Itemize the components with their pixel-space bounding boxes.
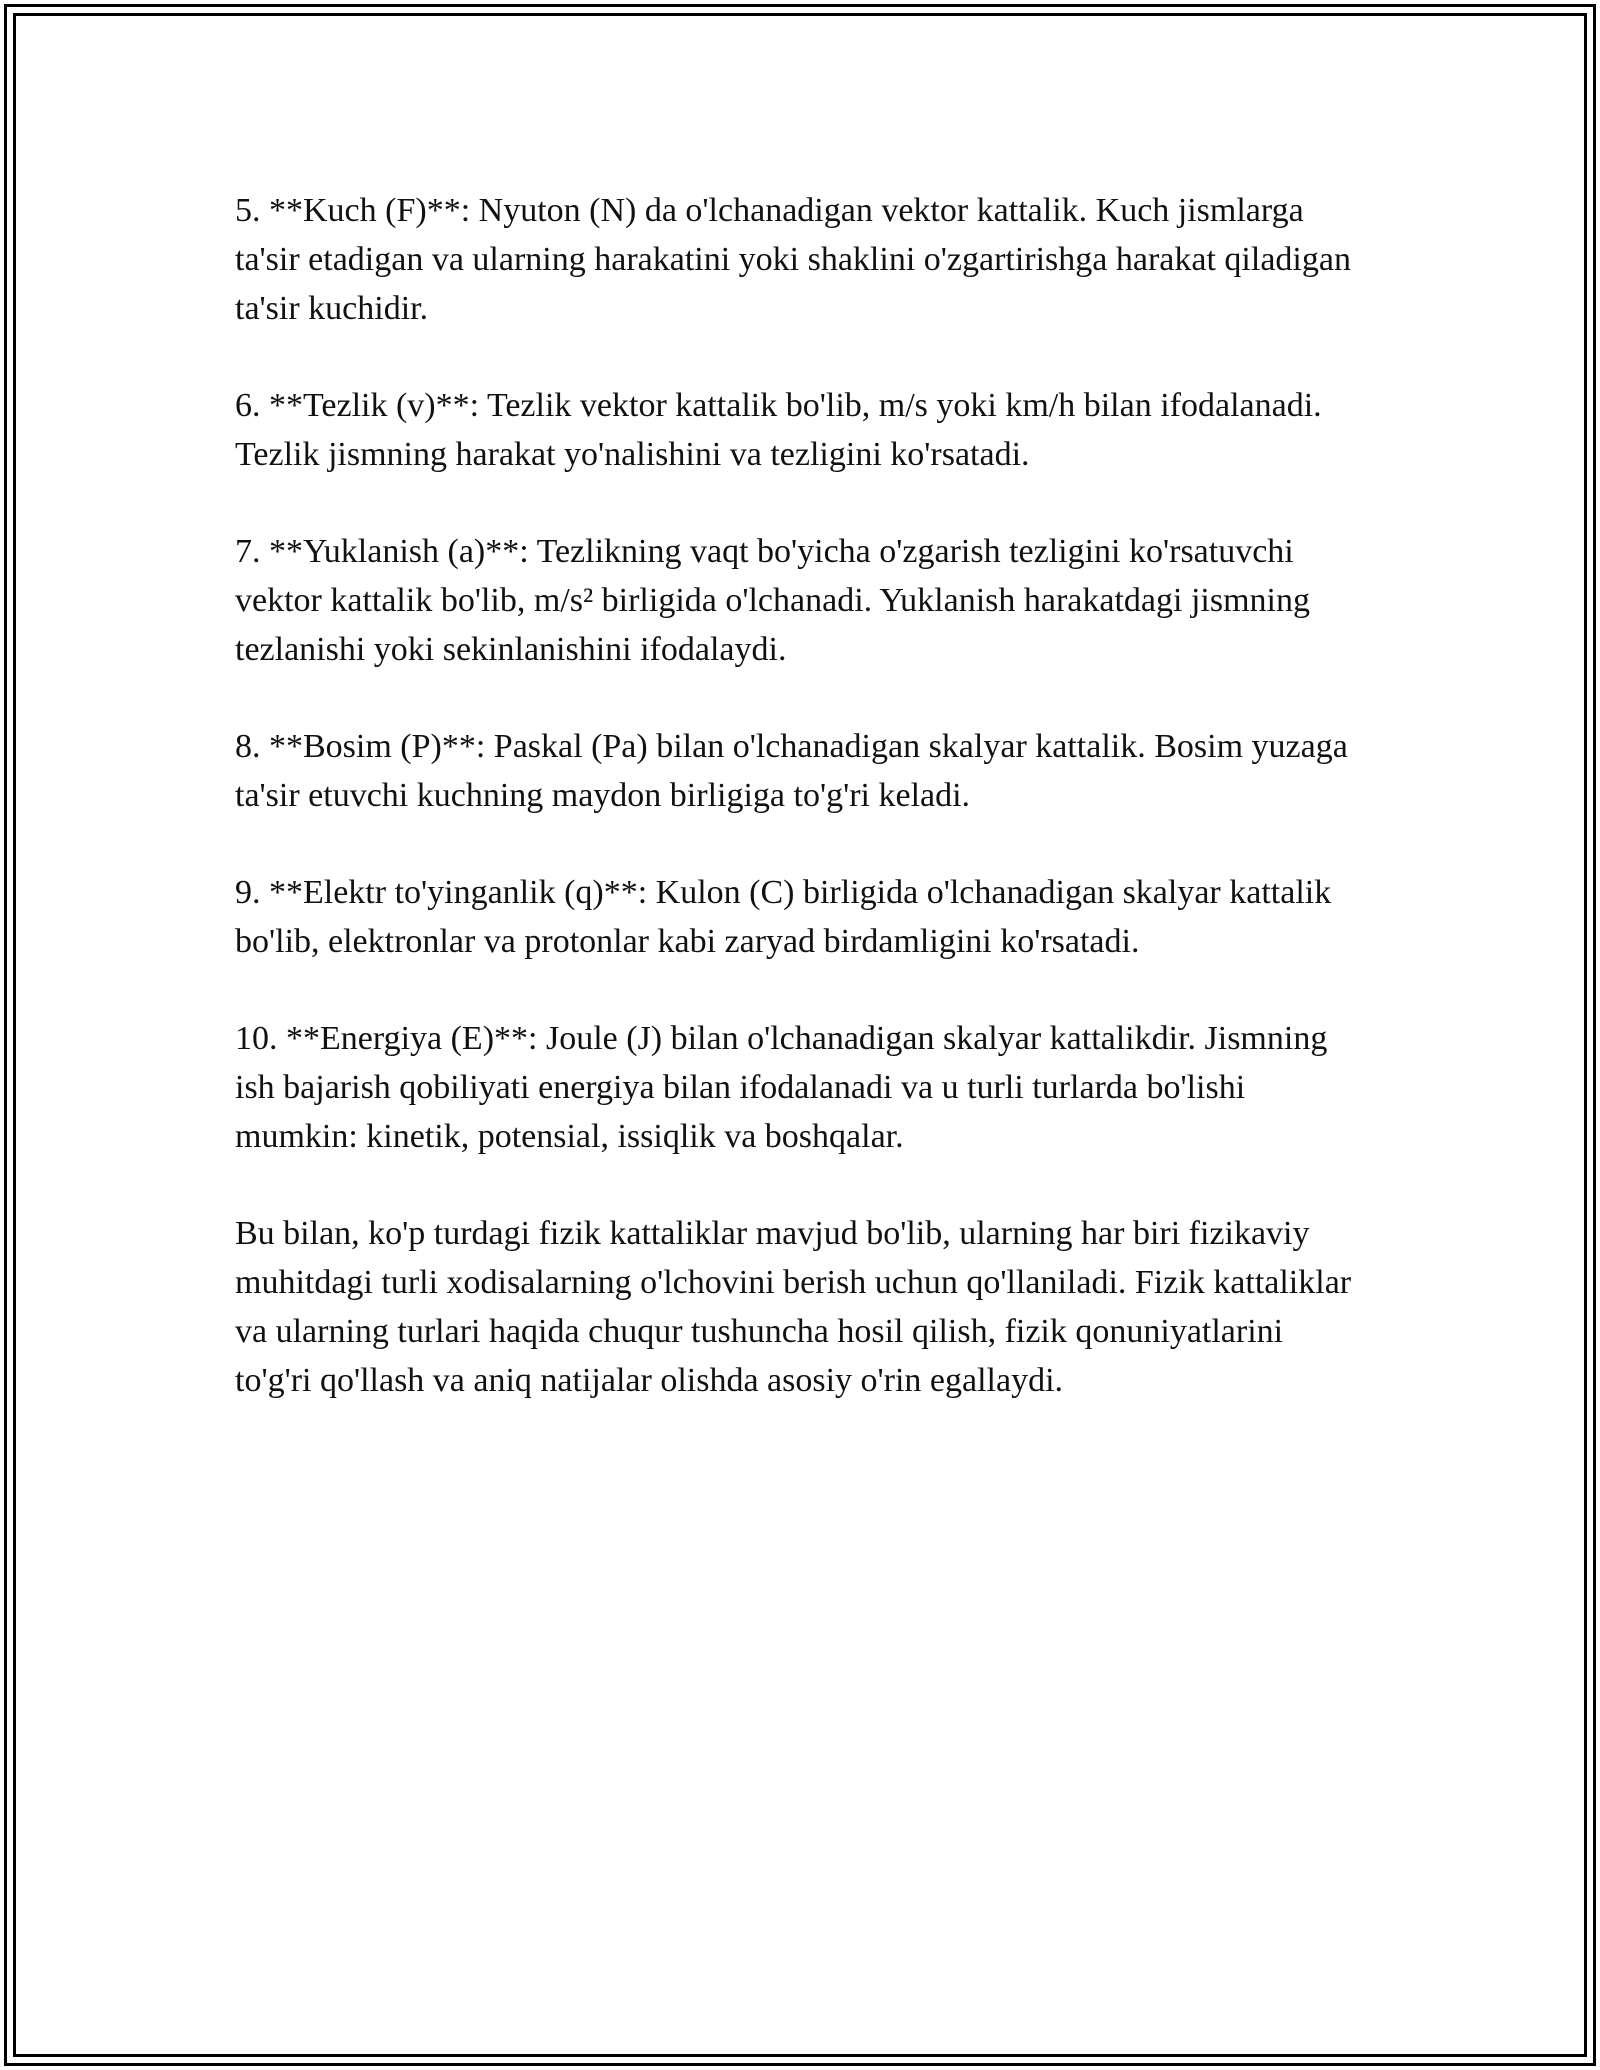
paragraph-tezlik: 6. **Tezlik (v)**: Tezlik vektor kattalik bo'lib, m/s yoki km/h bilan ifodalanadi. Tezlik jismning harakat yo'nalishini va tezligini ko'rsatadi. <box>235 387 1322 473</box>
paragraph-yuklanish: 7. **Yuklanish (a)**: Tezlikning vaqt bo'yicha o'zgarish tezligini ko'rsatuvchi vektor kattalik bo'lib, m/s² birligida o'lchanadi. Yuklanish harakatdagi jismning tezlanishi yoki sekinlanishini ifodalaydi. <box>235 533 1310 668</box>
paragraph-bosim: 8. **Bosim (P)**: Paskal (Pa) bilan o'lchanadigan skalyar kattalik. Bosim yuzaga ta'sir etuvchi kuchning maydon birligiga to'g'ri keladi. <box>235 728 1348 814</box>
paragraph-conclusion: Bu bilan, ko'p turdagi fizik kattaliklar mavjud bo'lib, ularning har biri fizikaviy muhitdagi turli xodisalarning o'lchovini berish uchun qo'llaniladi. Fizik kattaliklar va ularning turlari haqida chuqur tushuncha hosil qilish, fizik qonuniyatlarini to'g'ri qo'llash va aniq natijalar olishda asosiy o'rin egallaydi. <box>235 1215 1352 1399</box>
paragraph-kuch: 5. **Kuch (F)**: Nyuton (N) da o'lchanadigan vektor kattalik. Kuch jismlarga ta'sir etadigan va ularning harakatini yoki shaklini o'zgartirishga harakat qiladigan ta'sir kuchidir. <box>235 192 1351 327</box>
paragraph-energiya: 10. **Energiya (E)**: Joule (J) bilan o'lchanadigan skalyar kattalikdir. Jismning ish bajarish qobiliyati energiya bilan ifodalanadi va u turli turlarda bo'lishi mumkin: kinetik, potensial, issiqlik va boshqalar. <box>235 1020 1328 1155</box>
document-body <box>235 186 1365 1453</box>
paragraph-elektr: 9. **Elektr to'yinganlik (q)**: Kulon (C) birligida o'lchanadigan skalyar kattalik bo'lib, elektronlar va protonlar kabi zaryad birdamligini ko'rsatadi. <box>235 874 1332 960</box>
